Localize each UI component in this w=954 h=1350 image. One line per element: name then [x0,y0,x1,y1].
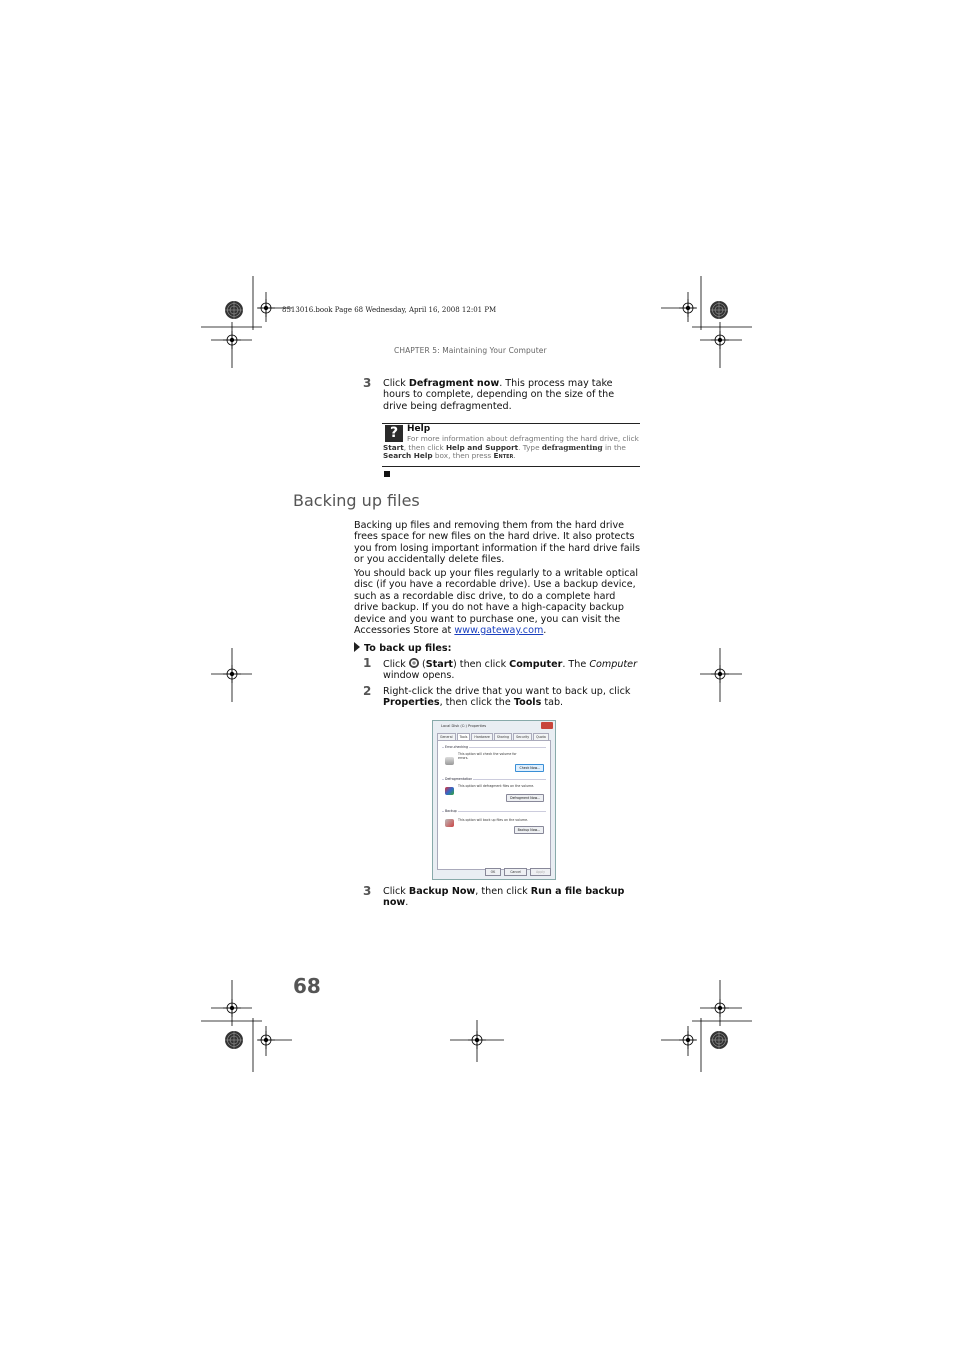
section-title: Backing up files [293,491,420,510]
windows-start-icon [409,658,419,668]
end-of-procedure-marker [384,471,390,477]
tab-general: General [437,733,456,740]
tab-sharing: Sharing [494,733,512,740]
step-text: Right-click the drive that you want to back up, click Properties, then click the Tools tab. [383,686,631,709]
tab-quota: Quota [533,733,549,740]
step-text: Click (Start) then click Computer. The Computer window opens. [383,659,638,682]
backup-icon [445,819,454,827]
apply-button: Apply [530,868,551,876]
defragment-now-button: Defragment Now... [506,794,544,802]
help-text: For more information about defragmenting the hard drive, click Start, then click Help and Support. Type defragmenting in the Search Help box, then press Enter. [383,434,639,461]
chapter-header: CHAPTER 5: Maintaining Your Computer [394,346,547,355]
step-number: 3 [363,884,372,898]
step-number: 2 [363,684,372,698]
check-now-button: Check Now... [515,764,544,772]
paragraph: Backing up files and removing them from the hard drive frees space for new files on the hard drive. It also protects you from losing important information if the hard drive fails or you accidentally delete files. [354,520,641,566]
step-text: Click Backup Now, then click Run a file backup now. [383,886,625,909]
backup-now-button: Backup Now... [514,826,544,834]
ui-term: Defragment now [408,378,500,389]
cancel-button: Cancel [504,868,527,876]
help-question-icon: ? [385,425,403,442]
tab-hardware: Hardware [471,733,492,740]
properties-dialog-screenshot [432,720,556,880]
ok-button: OK [485,868,502,876]
step-number: 3 [363,376,372,390]
procedure-title: To back up files: [354,642,451,654]
print-info-line: 8513016.book Page 68 Wednesday, April 16, 2008 12:01 PM [282,306,497,314]
close-icon [541,722,553,729]
page-number: 68 [293,974,321,998]
dialog-title: Local Disk (C:) Properties [441,724,487,728]
gateway-link[interactable]: www.gateway.com [454,625,544,637]
step-number: 1 [363,656,372,670]
defragment-icon [445,787,454,795]
paragraph: You should back up your files regularly to a writable optical disc (if you have a recordable drive). Use a backup device, such as a recordable disc drive, to do a complete hard drive backup. If you do not have a high-capacity backup device and you want to purchase one, you can visit the Accessories Store at www.gateway.com. [354,568,639,637]
drive-icon [445,757,454,765]
help-title: Help [407,424,431,434]
tab-security: Security [513,733,532,740]
error-checking-group: Error-checking This option will check the volume for errors. Check Now... [442,747,546,774]
dialog-tabs [437,733,549,740]
backup-group: Backup This option will back up files on the volume. Backup Now... [442,811,546,838]
tools-pane [437,740,551,870]
step-text: Click Defragment now. This process may take hours to complete, depending on the size of the drive being defragmented. [383,378,615,412]
tab-tools: Tools [457,733,471,740]
defragmentation-group: Defragmentation This option will defragment files on the volume. Defragment Now... [442,779,546,806]
dialog-buttons [485,868,551,876]
procedure-arrow-icon [354,642,360,652]
